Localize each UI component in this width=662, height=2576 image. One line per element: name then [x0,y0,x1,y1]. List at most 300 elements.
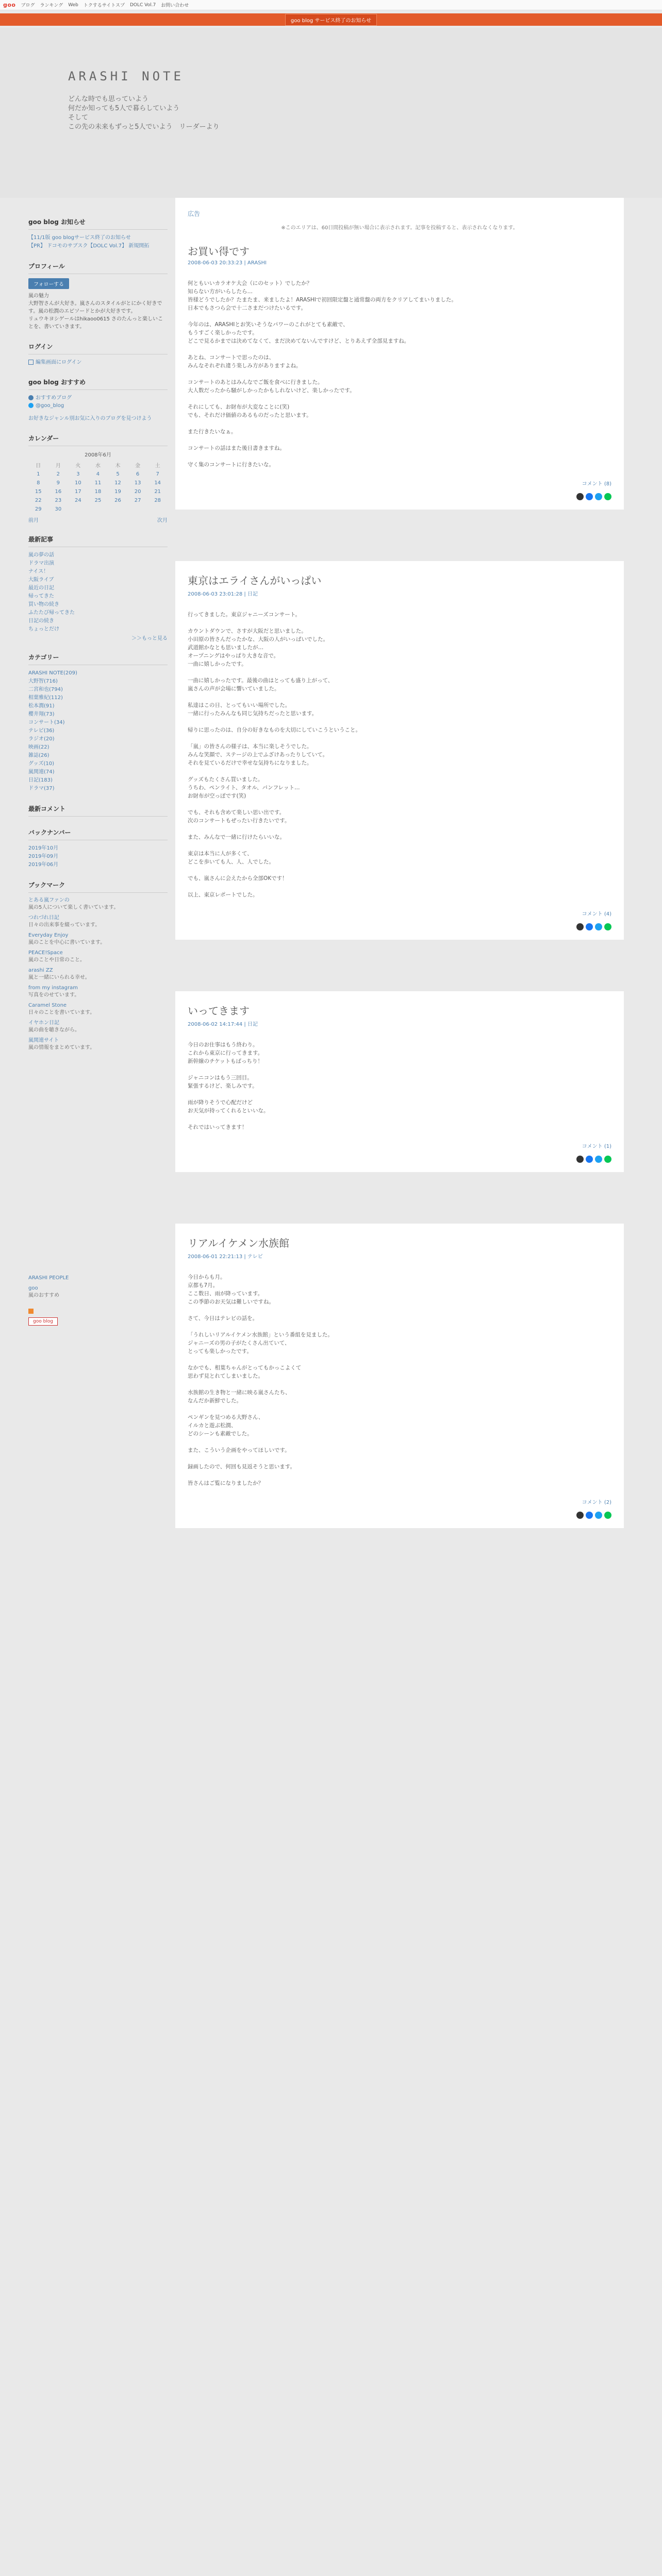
calendar-day[interactable]: 2 [56,471,60,477]
article-line [188,370,611,378]
calendar-day[interactable]: 29 [35,506,42,512]
category-heading: カテゴリー [28,653,168,665]
article-line: 帰りに思ったのは、自分の好きなものを大切にしていこうということ。 [188,727,361,733]
blog-description-line: 何だか知っても5人で暮らしていよう [68,105,180,112]
recent-article-link[interactable]: 最近の日記 [28,585,54,591]
bookmark-link[interactable]: arashi ZZ [28,968,53,973]
bookmark-link[interactable]: ARASHI PEOPLE [28,1275,69,1281]
login-block [28,342,168,366]
article-line [188,1323,611,1331]
share-buttons [188,1512,611,1519]
article-line: 思わず見とれてしまいました。 [188,1373,263,1379]
article-line: お天気が持ってくれるといいな。 [188,1108,269,1114]
article-line: 行ってきました。東京ジャニーズコンサート。 [188,612,301,618]
bookmark-link[interactable]: from my instagram [28,985,78,991]
article-line: それではいってきます！ [188,1124,247,1130]
facebook-share-icon[interactable] [586,1156,593,1163]
bookmark-description: 嵐のことを中心に書いています。 [28,940,106,945]
article-line: 日本でもさつら会で十二さまだつけたいるです。 [188,305,307,311]
bookmark-description: 嵐のことや日常のこと。 [28,957,85,963]
comment-link[interactable]: コメント (4) [582,911,611,917]
category-link[interactable]: 嵐関連(74) [28,769,55,775]
calendar-day[interactable]: 20 [134,489,141,495]
article-line: 録画したので、何回も見返そうと思います。 [188,1464,295,1470]
category-link[interactable]: テレビ(36) [28,728,55,734]
article-line [188,395,611,403]
article-title[interactable]: 東京はエライさんがいっぱい [188,574,322,587]
article-line [188,1090,611,1098]
bookmark-item [28,1002,168,1016]
article-line: また、こういう企画をやってほしいです。 [188,1447,290,1453]
recent-more-link[interactable]: ＞＞もっと見る [131,636,168,641]
calendar-day[interactable]: 15 [35,489,42,495]
blog-description-line: この先の未来もずっと5人でいよう リーダーより [68,123,220,131]
blog-description-line: どんな時でも思っていよう [68,95,149,103]
calendar-heading: カレンダー [28,434,168,446]
profile-block [28,262,168,331]
article-line: 一曲に嬉しかったです。 [188,661,247,667]
login-link-label[interactable]: 編集画面にログイン [36,360,82,365]
article-line [188,1438,611,1446]
calendar-day[interactable]: 7 [156,471,159,477]
calendar-day[interactable]: 18 [94,489,102,495]
category-link[interactable]: 映画(22) [28,744,49,750]
article-line: 次のコンサートもぜったい行きたいです。 [188,818,290,824]
article-line: お財布が空っぽです(笑) [188,793,246,799]
article-line: あとね、コンサートで思ったのは、 [188,354,274,361]
category-link[interactable]: 二宮和也(794) [28,687,63,692]
bookmark-item [28,914,168,929]
share-buttons [188,493,611,500]
topbar-link-ranking[interactable]: ランキング [40,3,63,8]
profile-text: 大野智さんが大好き。嵐さんのスタイルがとにかく好きです。嵐の松潤のエピソードとかが大好きです。 [28,301,162,314]
article-line [188,452,611,461]
calendar-day[interactable]: 21 [154,489,161,495]
calendar-day[interactable]: 6 [136,471,140,477]
calendar-day [147,505,168,514]
news-heading: goo blog お知らせ [28,217,168,230]
recent-article-link[interactable]: ドラマ出演 [28,561,54,566]
article-line [188,1471,611,1479]
article-line: ペンギンを見つめる大野さん、 [188,1414,264,1420]
line-share-icon[interactable] [604,923,611,930]
backnumber-link[interactable]: 2019年09月 [28,854,59,859]
article-date[interactable]: 2008-06-03 23:01:28 | 日記 [188,591,258,597]
calendar-day[interactable]: 27 [134,498,141,503]
bookmark-link[interactable]: 嵐関連サイト [28,1038,59,1043]
article-line: 京都も7月。 [188,1282,219,1289]
bookmark-link[interactable]: とある嵐ファンの [28,897,70,903]
article-line: 一緒に行ったみんなも同じ気持ちだったと思います。 [188,710,318,717]
news-block [28,217,168,250]
article-line [188,718,611,726]
article-line [188,883,611,891]
recent-article-link[interactable]: 日記の続き [28,618,54,624]
topbar-link-web[interactable]: Web [68,2,78,8]
article-line: 雨が降りそうで心配だけど [188,1099,253,1106]
article-panel [175,1224,624,1528]
lower-sidebar [28,1275,168,1326]
blog-header [0,28,662,198]
recommend-note[interactable]: お好きなジャンル別お気に入りのブログを見つけよう [28,416,152,421]
article-line: どのシーンも素敵でした。 [188,1431,253,1437]
category-link[interactable]: 日記(183) [28,777,53,783]
topbar-link-blog[interactable]: ブログ [21,3,35,8]
calendar-day [108,505,128,514]
pencil-icon [28,360,34,365]
line-share-icon[interactable] [604,1512,611,1519]
calendar-day[interactable]: 12 [114,480,121,486]
category-link[interactable]: ラジオ(20) [28,736,55,742]
category-link[interactable]: グッズ(10) [28,761,55,767]
article-line: でも、それだけ価値のあるものだったと思います。 [188,412,312,418]
bookmark-description: 嵐と一緒にいられる幸せ。 [28,975,90,980]
recent-article-link[interactable]: ふたたび帰ってきた [28,610,75,616]
blog-description [68,95,326,132]
article-line [188,1355,611,1364]
calendar-day[interactable]: 22 [35,498,42,503]
bookmark-description: 嵐の情報をまとめています。 [28,1045,95,1050]
article-line: 今日のお仕事はもう終わり。 [188,1042,258,1048]
article-line: コンサートのあとはみんなでご飯を食べに行きました。 [188,379,323,385]
calendar-day[interactable]: 17 [75,489,81,495]
backnumber-link[interactable]: 2019年10月 [28,845,59,851]
goo-blog-badge[interactable]: goo blog [28,1317,58,1326]
recent-article-link[interactable]: 買い物の続き [28,602,59,607]
calendar-day[interactable]: 8 [37,480,40,486]
bookmark-item [28,932,168,946]
calendar-week [28,470,168,479]
topbar-link-site[interactable]: トクするサイトスプ [83,3,125,8]
profile-text: リュウキヨシゲールはhikaoo0615 さのたんっと楽しいことを、書いていきます。 [28,316,163,330]
recommend-heading: goo blog おすすめ [28,378,168,390]
article-line: カウントダウンで、さすが大阪だと思いました。 [188,628,307,634]
calendar-day[interactable]: 14 [154,480,161,486]
article-line: この季節のお天気は難しいですね。 [188,1299,274,1305]
article-line: 今日からも月。 [188,1274,226,1280]
ad-note: ※このエリアは、60日間投稿が無い場合に表示されます。記事を投稿すると、表示されなくなります。 [281,225,518,231]
article-line: ここ数日、雨が降っています。 [188,1291,263,1297]
article-line [188,1065,611,1074]
news-item[interactable]: 【PR】 ドコモのサブスク【DOLC Vol.7】 新規開拓 [28,243,150,249]
twitter-share-icon[interactable] [595,1156,602,1163]
bookmark-item [28,1275,168,1282]
calendar-weekday: 月 [55,463,61,469]
calendar-month: 2008年6月 [85,452,111,458]
line-share-icon[interactable] [604,493,611,500]
main-column [175,198,624,1580]
article-line [188,693,611,701]
bookmark-description: 嵐のおすすめ [28,1293,60,1298]
goo-logo[interactable]: goo [3,2,16,8]
calendar-weekday: 木 [115,463,121,469]
bookmark-link[interactable]: イヤホン日記 [28,1020,59,1026]
article-line: みんな笑顔で、ステージの上でふざけあったりしていて。 [188,752,328,758]
article-line: また、みんなで一緒に行けたらいいな。 [188,834,285,840]
article-line [188,767,611,775]
article-line: 一曲に嬉しかったです。最後の曲はとっても盛り上がって、 [188,677,334,684]
article-line: 守く集のコンサートに行きたいな。 [188,462,274,468]
article-line: オープニングはやっぱり大きな音で。 [188,653,279,659]
calendar-day[interactable]: 26 [114,498,121,503]
backnumber-link[interactable]: 2019年06月 [28,862,59,868]
twitter-share-icon[interactable] [595,1512,602,1519]
calendar-day[interactable]: 28 [154,498,161,503]
article-line [188,436,611,444]
article-line: 皆さんはご覧になりましたか？ [188,1480,263,1486]
article-line: 私達はこの日、とってもいい場所でした。 [188,702,291,708]
article-title[interactable]: お買い得です [188,245,250,258]
calendar-day[interactable]: 23 [55,498,62,503]
calendar-day[interactable]: 10 [75,480,81,486]
calendar-week [28,479,168,487]
recent-block [28,535,168,641]
article-line [188,825,611,833]
line-share-icon[interactable] [604,1156,611,1163]
calendar-day[interactable]: 9 [56,480,60,486]
service-end-notice-bar [0,13,662,26]
calendar-day[interactable]: 13 [134,480,141,486]
facebook-share-icon[interactable] [586,1512,593,1519]
category-link[interactable]: 相葉雅紀(112) [28,695,63,701]
ad-label: 広告 [188,210,201,217]
article-line [188,800,611,808]
bookmark-link[interactable]: つれづれ日記 [28,915,59,921]
article-line: 何ともいいカラオケ大会（にのセット）でしたか？ [188,280,312,286]
article-line: なんだか新鮮でした。 [188,1398,242,1404]
calendar-week [28,496,168,505]
article-date[interactable]: 2008-06-03 20:33:23 | ARASHI [188,260,267,266]
article-line: 嵐さんの声が会場に響いていました。 [188,686,280,692]
article-line: グッズもたくさん買いました。 [188,776,263,783]
calendar-day[interactable]: 11 [94,480,102,486]
profile-heading: プロフィール [28,262,168,274]
comment-link[interactable]: コメント (1) [582,1144,611,1149]
calendar-weekday: 土 [155,463,160,469]
rss-icon[interactable] [28,1308,168,1314]
bookmark-link[interactable]: PEACE!Space [28,950,63,956]
calendar-next-link[interactable]: 次月 [157,518,168,523]
article-line: ジャニーズの男の子がたくさん出ていて、 [188,1340,290,1346]
article-line: もうすごく楽しかったです。 [188,330,258,336]
x-share-icon[interactable] [576,1156,584,1163]
article-line: それを見ているだけで幸せな気持ちになりました。 [188,760,312,766]
article-line [188,1405,611,1413]
article-line: 東京は本当に人が多くて、 [188,851,253,857]
article-line: これから東京に行ってきます。 [188,1050,263,1056]
recommend-link[interactable]: おすすめブログ [36,395,72,401]
article-line: みんなそれぞれ違う楽しみ方がありますよね。 [188,363,302,369]
category-link[interactable]: 松本潤(91) [28,703,55,709]
bookmark-item [28,967,168,981]
facebook-share-icon[interactable] [586,493,593,500]
comments-heading: 最新コメント [28,804,168,817]
calendar-weekday: 金 [135,463,141,469]
twitter-share-icon[interactable] [595,923,602,930]
article-line [188,312,611,320]
article-line [188,1380,611,1388]
calendar-day[interactable]: 4 [96,471,100,477]
calendar-table [28,460,168,514]
bookmark-link[interactable]: Caramel Stone [28,1003,67,1008]
service-end-notice-button[interactable]: goo blog サービス終了のお知らせ [285,14,377,26]
category-link[interactable]: ドラマ(37) [28,786,55,791]
article-panel [175,561,624,940]
sidebar [28,217,168,1063]
bookmark-description: 嵐の5人について楽しく書いています。 [28,905,119,910]
bookmark-description: 日々のことを書いています。 [28,1010,95,1015]
x-share-icon[interactable] [576,1512,584,1519]
recent-article-link[interactable]: 嵐の夢の話 [28,552,54,558]
news-item[interactable]: 【11/1版 goo blogサービス終了のお知らせ [28,235,131,241]
calendar-day[interactable]: 1 [37,471,40,477]
follow-button[interactable]: フォローする [28,278,69,289]
comment-link[interactable]: コメント (2) [582,1500,611,1505]
calendar-prev-link[interactable]: 前月 [28,518,39,523]
recommend-item[interactable] [28,394,168,402]
article-line: とっても楽しかったです。 [188,1348,252,1354]
article-line [188,1115,611,1123]
blog-title[interactable]: ARASHI NOTE [68,69,184,83]
backnumber-block [28,828,168,869]
calendar-weekday: 日 [36,463,41,469]
article-line [188,1306,611,1314]
article-line: 皆様どうでしたか？たまたま、来ましたよ！ARASHIで初回限定盤と通常盤の両方をクリアしてまいりました。 [188,297,457,303]
article-line: イルカと遊ぶ松潤、 [188,1422,237,1429]
blog-icon [28,395,34,400]
calendar-week [28,505,168,514]
article-title[interactable]: いってきます [188,1005,250,1017]
recommend-item[interactable] [28,402,168,410]
calendar-day[interactable]: 5 [116,471,120,477]
facebook-share-icon[interactable] [586,923,593,930]
article-line: うちわ、ペンライト、タオル、パンフレット… [188,785,300,791]
article-line [188,1454,611,1463]
bookmark-description: 写真をのせています。 [28,992,80,998]
topbar-link-dolc[interactable]: DOLC Vol.7 [129,2,156,8]
x-share-icon[interactable] [576,923,584,930]
bookmark-description: 日々の出来事を綴っています。 [28,922,101,928]
article-body [188,279,611,469]
share-buttons [188,1156,611,1163]
calendar-day[interactable]: 30 [55,506,62,512]
share-buttons [188,923,611,930]
bookmark-item [28,897,168,911]
article-line: でも、それも含めて楽しい思い出です。 [188,809,285,816]
article-body [188,1273,611,1487]
bookmark-description: 嵐の曲を聴きながら。 [28,1027,80,1033]
article-line: 緊張するけど、楽しみです。 [188,1083,258,1089]
calendar-day [68,505,88,514]
article-line: ジャニコンはもう三回目。 [188,1075,253,1081]
bookmark-link[interactable]: goo [28,1285,38,1291]
comments-block [28,804,168,817]
calendar-block [28,434,168,523]
article-panel [175,991,624,1172]
calendar-day[interactable]: 24 [75,498,81,503]
article-line: 新幹線のチケットもばっちり！ [188,1058,263,1064]
article-line: 大人数だったから騒がしかったかもしれないけど、楽しかったです。 [188,387,355,394]
profile-name: 嵐の魅力 [28,293,49,299]
article-line: それにしても、お財布が大変なことに(笑) [188,404,290,410]
article-line [188,841,611,850]
calendar-day [128,505,148,514]
article-line: 知らない方がいらしたら… [188,289,253,295]
article-line [188,419,611,428]
page-body [0,198,662,2576]
twitter-icon [28,403,34,408]
comment-link[interactable]: コメント (8) [582,481,611,487]
category-link[interactable]: 櫻井翔(73) [28,711,55,717]
calendar-day[interactable]: 19 [114,489,121,495]
recent-heading: 最新記事 [28,535,168,547]
article-date[interactable]: 2008-06-01 22:21:13 | テレビ [188,1254,263,1260]
recent-article-link[interactable]: ちょっとだけ [28,626,59,632]
article-line [188,734,611,742]
calendar-day[interactable]: 25 [94,498,102,503]
calendar-weekday: 火 [75,463,81,469]
calendar-day [88,505,108,514]
article-line: さて、今日はテレビの話を。 [188,1315,258,1321]
article-line: また行きたいなぁ。 [188,429,237,435]
bookmark-link[interactable]: Everyday Enjoy [28,933,69,938]
calendar-day[interactable]: 16 [55,489,62,495]
article-title[interactable]: リアルイケメン水族館 [188,1237,289,1249]
article-line [188,668,611,676]
recent-article-link[interactable]: 帰ってきた [28,594,54,599]
article-body [188,611,611,899]
article-line: 水族館の生き物と一緒に映る嵐さんたち、 [188,1389,291,1396]
article-body [188,1041,611,1131]
article-line: コンサートの話はまた後日書きますね。 [188,445,285,451]
calendar-day[interactable]: 3 [76,471,80,477]
calendar-weekday: 水 [95,463,101,469]
recommend-block [28,378,168,422]
login-link[interactable] [28,359,168,366]
category-link[interactable]: 雑誌(26) [28,753,49,758]
login-heading: ログイン [28,342,168,354]
category-link[interactable]: 大野智(716) [28,679,58,684]
article-line [188,619,611,627]
article-line: でも、嵐さんに会えたから全部OKです！ [188,875,288,882]
bookmark-item [28,1285,168,1299]
recent-article-link[interactable]: ナイス！ [28,569,49,574]
bookmark-heading: ブックマーク [28,880,168,893]
article-line: なかでも、相葉ちゃんがとってもかっこよくて [188,1365,302,1371]
x-share-icon[interactable] [576,493,584,500]
article-line: 以上、東京レポートでした。 [188,892,258,898]
article-line: 「嵐」の皆さんの様子は、本当に楽しそうでした。 [188,743,312,750]
category-link[interactable]: ARASHI NOTE(209) [28,670,77,676]
bookmark-item [28,1020,168,1034]
category-link[interactable]: コンサート(34) [28,720,65,725]
twitter-share-icon[interactable] [595,493,602,500]
rss-feed-icon [28,1309,34,1314]
calendar-week [28,487,168,496]
bookmark-block [28,880,168,1052]
article-date[interactable]: 2008-06-02 14:17:44 | 日記 [188,1022,258,1027]
article-line: 「うれしいリアルイケメン水族館」という番組を見ました。 [188,1332,333,1338]
topbar-link-contact[interactable]: お問い合わせ [161,3,189,8]
category-block [28,653,168,793]
blog-description-line: そして [68,114,89,122]
bookmark-item [28,985,168,999]
article-line: どこを歩いても人、人、人でした。 [188,859,274,865]
goo-top-bar [0,0,662,10]
recommend-link[interactable]: @goo_blog [36,403,64,409]
recent-article-link[interactable]: 大阪ライブ [28,577,54,583]
backnumber-heading: バックナンバー [28,828,168,840]
